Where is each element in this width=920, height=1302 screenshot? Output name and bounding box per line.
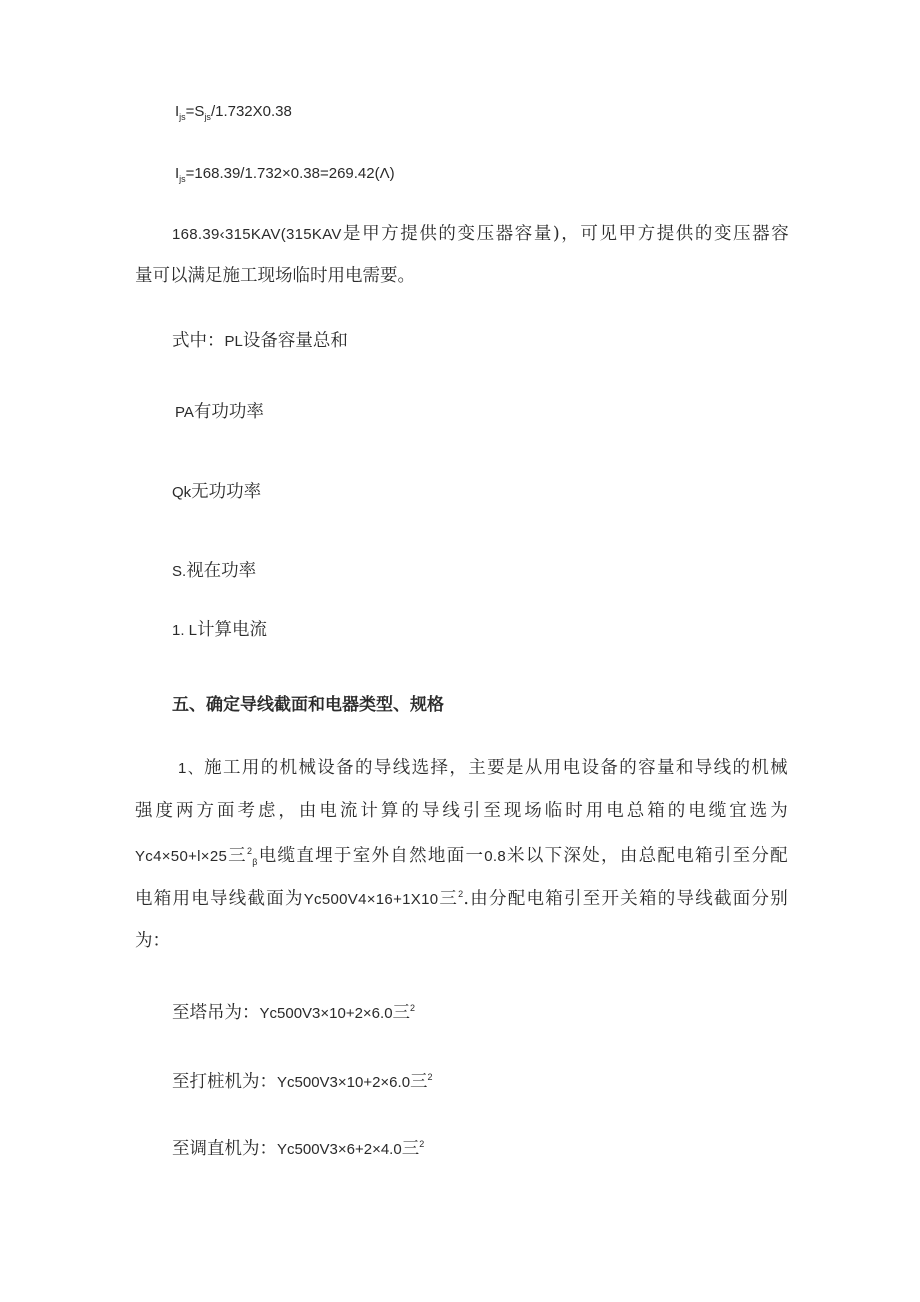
definition-l: 1. L计算电流	[172, 620, 268, 640]
definition-s: S.视在功率	[172, 561, 257, 581]
paragraph-wire-line5: 为：	[135, 931, 170, 951]
paragraph-wire-line3: Yc4×50+l×25三$^2_\beta$电缆直埋于室外自然地面一0.8米以下深处，由总配电箱引至分配	[135, 846, 788, 867]
paragraph-wire-line4: 电箱用电导线截面为Yc500V4×16+1X10三$^2$.由分配电箱引至开关箱的导线截面分别	[135, 889, 788, 909]
definition-pa: PA有功功率	[175, 402, 264, 422]
paragraph-wire-line1: 1、施工用的机械设备的导线选择，主要是从用电设备的容量和导线的机械	[178, 758, 788, 778]
paragraph-wire-line2: 强度两方面考虑，由电流计算的导线引至现场临时用电总箱的电缆宜选为	[135, 801, 788, 821]
section-heading: 五、确定导线截面和电器类型、规格	[172, 695, 444, 715]
list-item: 至调直机为：Yc500V3×6+2×4.0三$^2$	[172, 1139, 425, 1159]
paragraph-capacity-line2: 量可以满足施工现场临时用电需要。	[135, 266, 415, 286]
formula-current-calculated: $I_{js}=168.39/1.732\times 0.38=269.42(\Lambda)$	[175, 165, 395, 184]
definition-pl: 式中：PL设备容量总和	[172, 331, 348, 351]
definition-qk: Qk无功功率	[172, 482, 262, 502]
formula-current-general: $I_{js}=S_{js}/1.732X0.38$	[175, 103, 292, 122]
paragraph-capacity-line1: 168.39‹315KAV(315KAV是甲方提供的变压器容量)，可见甲方提供的变压器容	[172, 224, 789, 244]
list-item: 至打桩机为：Yc500V3×10+2×6.0三$^2$	[172, 1072, 433, 1092]
list-item: 至塔吊为：Yc500V3×10+2×6.0三$^2$	[172, 1003, 416, 1023]
